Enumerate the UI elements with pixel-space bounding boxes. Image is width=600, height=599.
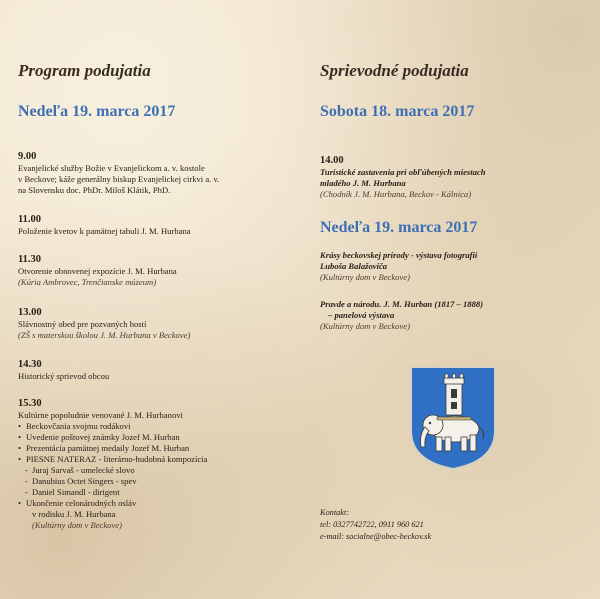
event-venue: (Kultúrny dom v Beckove)	[32, 520, 122, 530]
contact-email: e-mail: socialne@obec-beckov.sk	[320, 532, 432, 541]
coat-of-arms-icon	[409, 365, 497, 471]
event-time: 14.00	[320, 155, 344, 166]
side-event-photo	[320, 250, 590, 283]
event-line: Kultúrne popoludnie venované J. M. Hurbanovi	[18, 410, 183, 420]
event-time: 11.30	[18, 254, 42, 265]
contact-label: Kontakt:	[320, 508, 350, 517]
contact-block	[320, 507, 431, 543]
event-1130	[18, 253, 298, 288]
event-1300	[18, 306, 298, 341]
side-event-1400	[320, 154, 590, 200]
event-venue: (Chodník J. M. Hurbana, Beckov - Kálnica)	[320, 189, 472, 199]
event-900	[18, 150, 298, 196]
event-venue: (ZŠ s materskou školou J. M. Hurbana v Beckove)	[18, 330, 191, 340]
event-line: Evanjelické služby Božie v Evanjelickom a. v. kostole	[18, 163, 205, 173]
list-subitem: - Juraj Sarvaš - umelecké slovo	[18, 465, 298, 476]
list-item: • Beckovčania svojmu rodákovi	[18, 421, 298, 432]
program-heading: Program podujatia	[18, 61, 151, 80]
event-time: 15.30	[18, 398, 42, 409]
event-line: v Beckove; káže generálny biskup Evanjelickej cirkvi a. v.	[18, 174, 220, 184]
event-title: Luboša Balažoviča	[320, 261, 388, 271]
event-title: mladého J. M. Hurbana	[320, 178, 406, 188]
event-1100	[18, 213, 298, 237]
side-event-panel	[320, 299, 590, 332]
event-time: 13.00	[18, 307, 42, 318]
contact-phone: tel: 0327742722, 0911 960 621	[320, 520, 424, 529]
event-line: na Slovensku doc. PhDr. Miloš Klátik, PhD.	[18, 185, 171, 195]
event-time: 14.30	[18, 359, 42, 370]
event-line: Položenie kvetov k pamätnej tabuli J. M. Hurbana	[18, 226, 191, 236]
event-1430	[18, 358, 298, 382]
event-line: Slávnostný obed pre pozvaných hostí	[18, 319, 147, 329]
list-item-continuation: v rodisku J. M. Hurbana	[32, 509, 116, 519]
program-date: Nedeľa 19. marca 2017	[18, 103, 176, 120]
event-title: Turistické zastavenia pri obľúbených miestach	[320, 167, 486, 177]
event-title: Pravde a národu. J. M. Hurban (1817 – 1888)	[320, 299, 484, 309]
event-1530	[18, 397, 298, 531]
event-venue: (Kultúrny dom v Beckove)	[320, 272, 410, 282]
list-item: • Uvedenie poštovej známky Jozef M. Hurban	[18, 432, 298, 443]
side-date-sunday: Nedeľa 19. marca 2017	[320, 219, 478, 236]
list-subitem: - Daniel Simandl - dirigent	[18, 487, 298, 498]
event-venue: (Kúria Ambrovec, Trenčianske múzeum)	[18, 277, 157, 287]
program-list	[18, 421, 298, 531]
list-item: • Ukončenie celonárodných osláv	[18, 498, 298, 509]
event-time: 9.00	[18, 151, 37, 162]
event-title: Krásy beckovskej prírody - výstava fotografií	[320, 250, 478, 260]
event-line: Otvorenie obnovenej expozície J. M. Hurbana	[18, 266, 177, 276]
event-venue: (Kultúrny dom v Beckove)	[320, 321, 410, 331]
side-date-saturday: Sobota 18. marca 2017	[320, 103, 475, 120]
event-line: Historický sprievod obcou	[18, 371, 110, 381]
list-item: • PIESNE NATERAZ - literárno-hudobná kompozícia	[18, 454, 298, 465]
list-subitem: - Danubius Octet Singers - spev	[18, 476, 298, 487]
event-time: 11.00	[18, 214, 42, 225]
side-events-heading: Sprievodné podujatia	[320, 61, 469, 80]
event-title: – panelová výstava	[328, 310, 395, 320]
list-item: • Prezentácia pamätnej medaily Jozef M. Hurban	[18, 443, 298, 454]
